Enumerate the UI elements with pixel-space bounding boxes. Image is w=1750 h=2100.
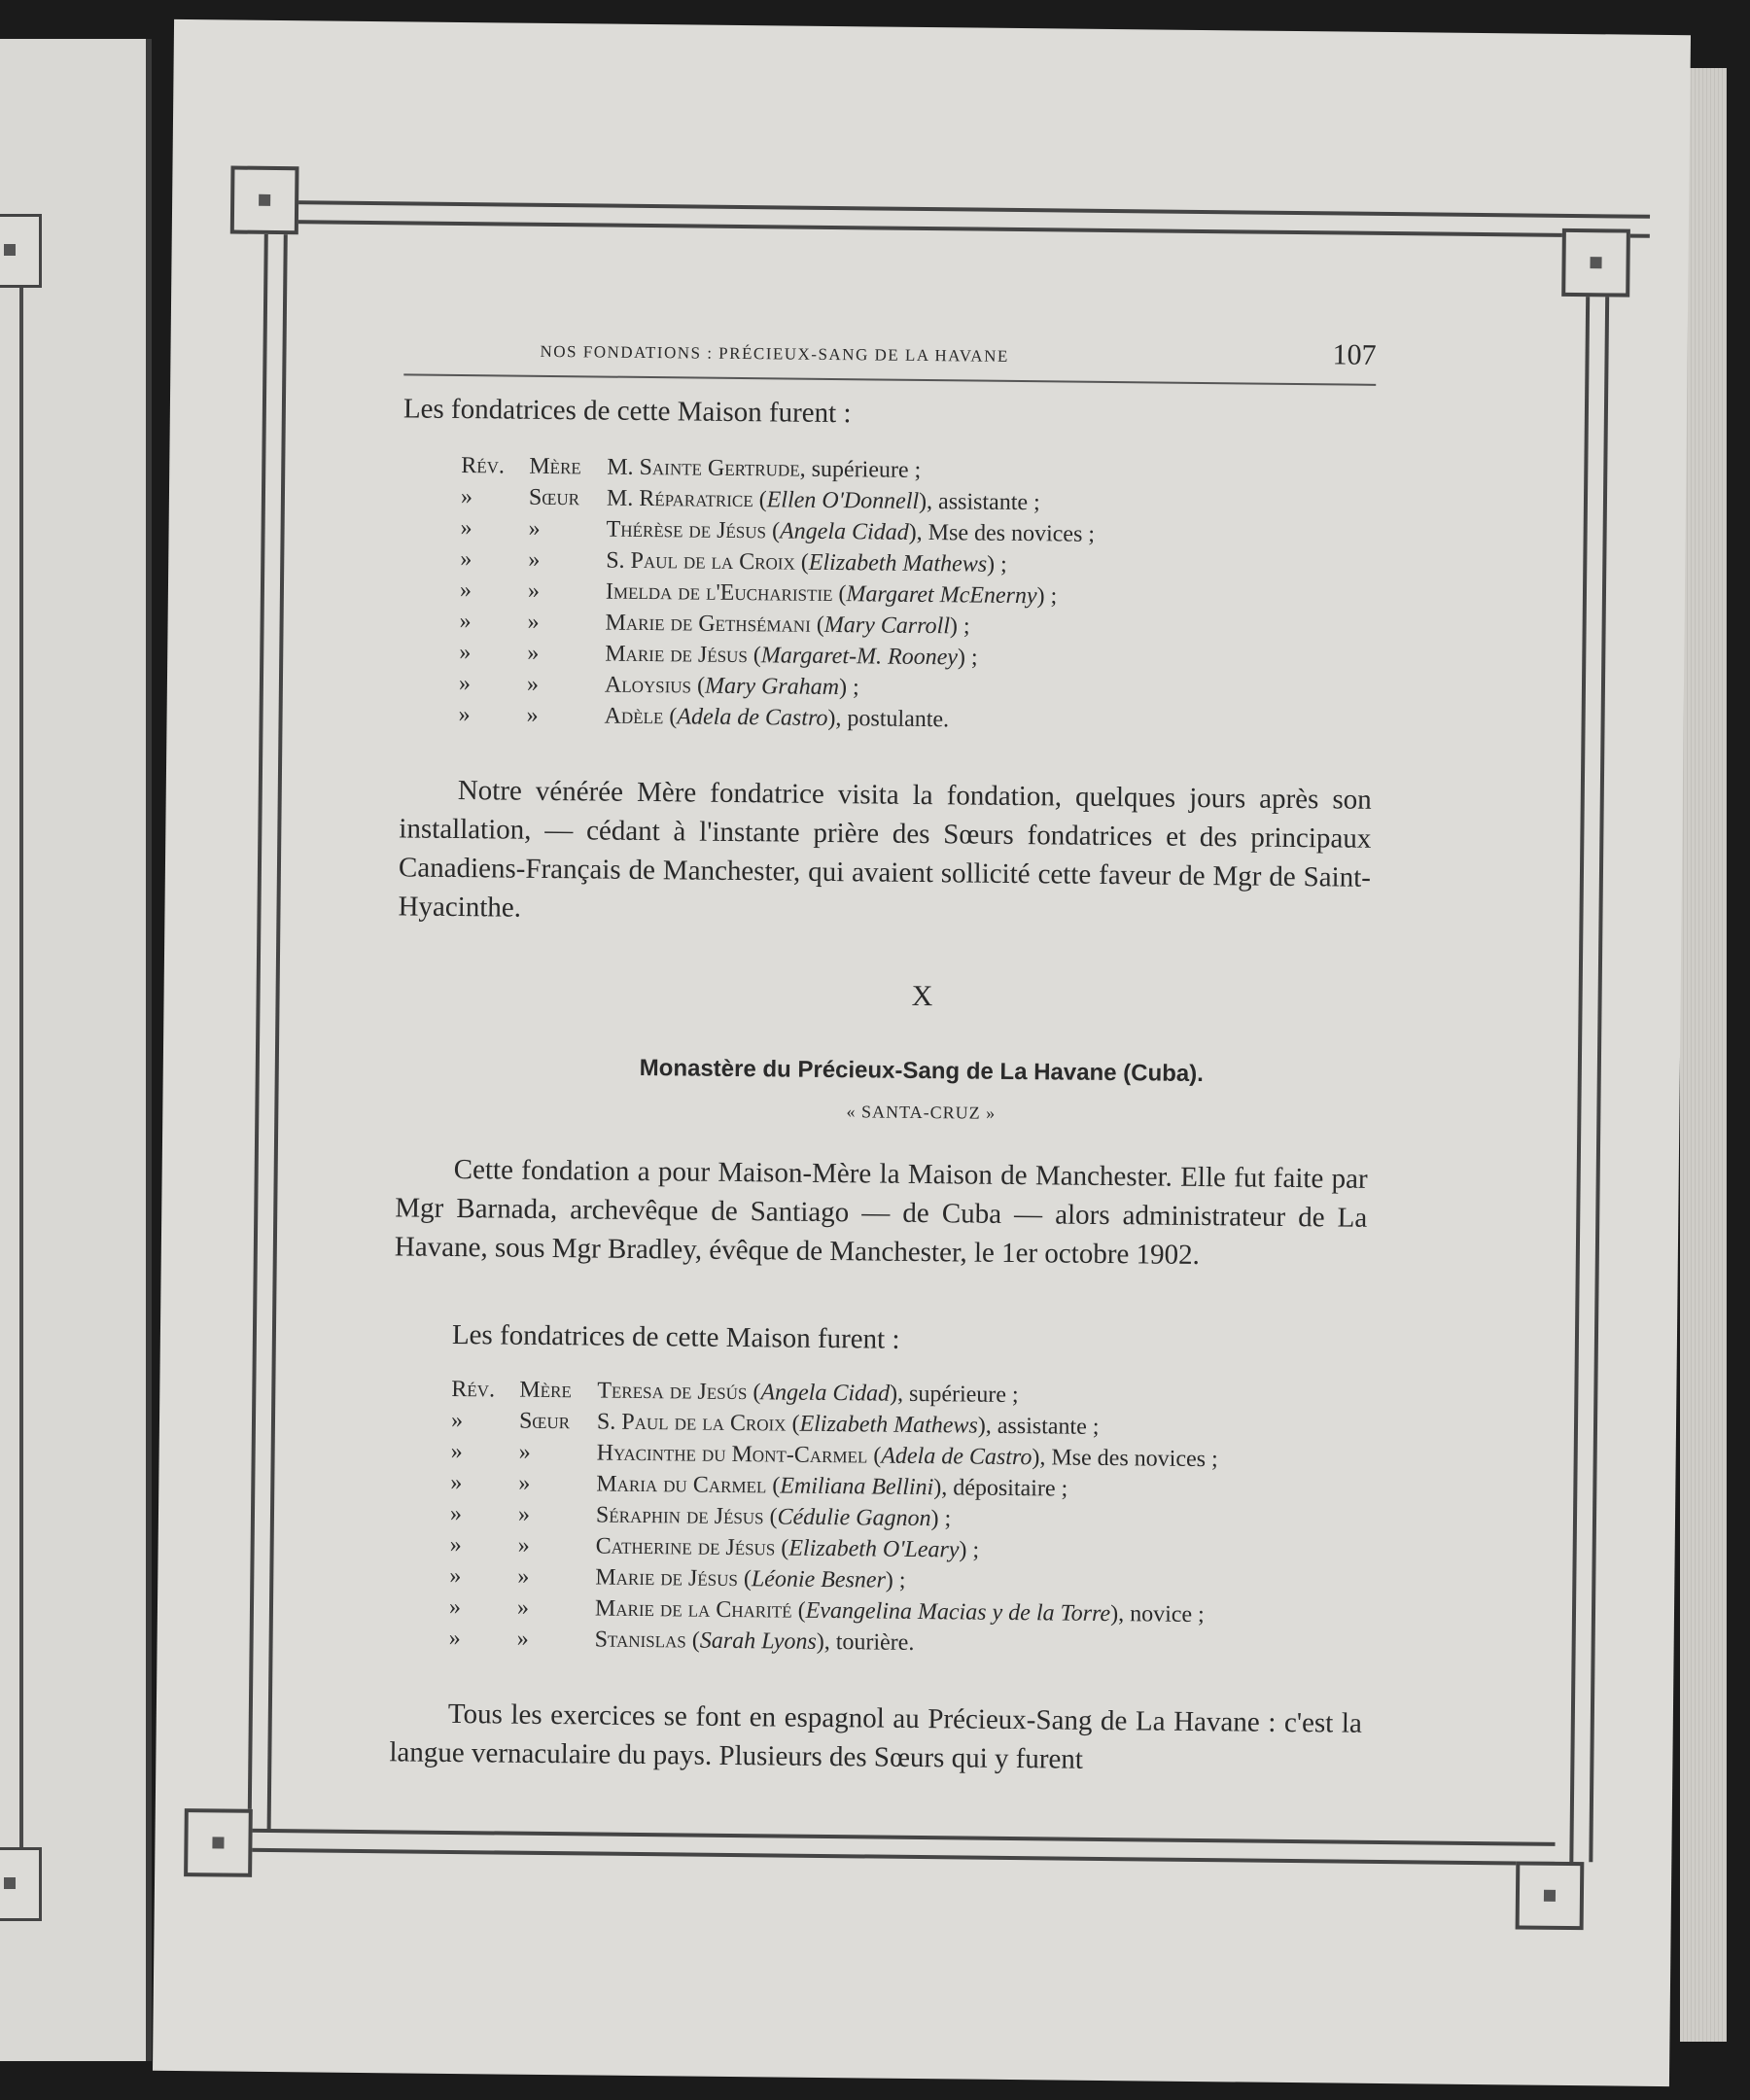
religious-name: Catherine de Jésus xyxy=(595,1533,776,1561)
role: ; xyxy=(938,1506,952,1532)
rank-column: » xyxy=(526,702,539,728)
role: , supérieure ; xyxy=(896,1381,1019,1409)
role: ; xyxy=(994,551,1007,578)
lay-name: Emiliana Bellini xyxy=(780,1473,934,1501)
lay-name: Elizabeth O'Leary xyxy=(788,1535,960,1563)
role: , assistante ; xyxy=(926,489,1040,516)
religious-name: M. Réparatrice xyxy=(606,485,753,513)
frame-top-bar xyxy=(269,200,1650,238)
founder-entry: » » Aloysius (Mary Graham) ; xyxy=(459,668,1392,709)
role: ; xyxy=(1044,583,1058,610)
rank-column: » xyxy=(526,671,540,697)
page-number: 107 xyxy=(1332,338,1377,371)
religious-name: Marie de Gethsémani xyxy=(605,610,811,638)
founder-entry: » » Stanislas (Sarah Lyons), tourière. xyxy=(449,1623,1382,1663)
title-column: » xyxy=(460,546,472,573)
religious-name: Adèle xyxy=(604,703,664,730)
running-head: NOS FONDATIONS : PRÉCIEUX-SANG DE LA HAVANE xyxy=(540,341,1009,366)
religious-name: Imelda de l'Eucharistie xyxy=(605,578,833,608)
religious-name: S. Paul de la Croix xyxy=(596,1409,787,1437)
rank-column: » xyxy=(527,578,541,604)
title-column: Rév. xyxy=(451,1376,496,1403)
rank-column: » xyxy=(517,1501,531,1527)
left-page-corner-ornament xyxy=(0,214,42,288)
founder-entry: » » Marie de Gethsémani (Mary Carroll) ; xyxy=(459,606,1392,647)
role: , Mse des novices ; xyxy=(1039,1445,1218,1473)
religious-name: Maria du Carmel xyxy=(596,1471,767,1499)
title-column: » xyxy=(458,701,471,728)
rank-column: » xyxy=(517,1532,530,1558)
rank-column: » xyxy=(527,640,540,666)
founder-entry: » Sœur M. Réparatrice (Ellen O'Donnell), assistante ; xyxy=(461,481,1394,522)
religious-name: Marie de Jésus xyxy=(595,1564,739,1592)
section-title: Monastère du Précieux-Sang de La Havane (Cuba). xyxy=(639,1054,1205,1088)
rank-column: Sœur xyxy=(518,1408,571,1435)
previous-page-edge xyxy=(0,39,152,2061)
founder-entry: » » Hyacinthe du Mont-Carmel (Adela de Castro), Mse des novices ; xyxy=(451,1436,1384,1477)
lay-name: Elizabeth Mathews xyxy=(808,549,988,578)
frame-bottom-bar xyxy=(213,1828,1555,1865)
role: , assistante ; xyxy=(985,1413,1100,1440)
lay-name: Mary Carroll xyxy=(823,612,951,640)
title-column: » xyxy=(459,608,472,635)
founder-entry: » » Adèle (Adela de Castro), postulante. xyxy=(458,699,1391,740)
title-column: » xyxy=(449,1562,462,1590)
role: ; xyxy=(892,1567,906,1593)
section-subtitle: « SANTA-CRUZ » xyxy=(846,1102,997,1123)
role: , Mse des novices ; xyxy=(916,519,1096,547)
lay-name: Adela de Castro xyxy=(881,1443,1032,1471)
lay-name: Angela Cidad xyxy=(779,518,909,545)
role: , supérieure ; xyxy=(799,456,922,483)
lay-name: Cédulie Gagnon xyxy=(777,1504,931,1532)
frame-corner-ornament xyxy=(230,166,299,235)
founder-entry: Rév. Mère Teresa de Jesús (Angela Cidad), supérieure ; xyxy=(451,1374,1384,1415)
founder-entry: » » S. Paul de la Croix (Elizabeth Mathews) ; xyxy=(460,543,1393,584)
page-header xyxy=(403,325,1376,385)
founder-entry: » » Thérèse de Jésus (Angela Cidad), Mse des novices ; xyxy=(460,512,1393,553)
role: ; xyxy=(966,1537,980,1563)
role: , dépositaire ; xyxy=(941,1475,1068,1502)
religious-name: M. Sainte Gertrude xyxy=(607,454,800,482)
lay-name: Angela Cidad xyxy=(760,1380,891,1407)
role: , tourière. xyxy=(823,1628,915,1656)
lay-name: Léonie Besner xyxy=(751,1566,886,1593)
rank-column: » xyxy=(528,515,541,542)
founder-entry: » » Imelda de l'Eucharistie (Margaret McEnerny) ; xyxy=(460,575,1393,615)
lay-name: Sarah Lyons xyxy=(699,1628,817,1655)
title-column: » xyxy=(459,578,472,604)
founder-entry: » » Marie de la Charité (Evangelina Macias y de la Torre), novice ; xyxy=(449,1592,1382,1632)
title-column: » xyxy=(450,1407,464,1434)
rank-column: Sœur xyxy=(528,484,580,511)
rank-column: » xyxy=(516,1594,530,1621)
intro-paragraph: Les fondatrices de cette Maison furent : xyxy=(402,393,852,430)
left-page-frame xyxy=(0,224,23,1896)
rank-column: » xyxy=(517,1563,530,1590)
title-column: Rév. xyxy=(461,453,506,479)
role: ; xyxy=(957,613,970,640)
lay-name: Mary Graham xyxy=(704,673,840,701)
title-column: » xyxy=(458,670,472,697)
section-number: X xyxy=(911,979,933,1013)
religious-name: Teresa de Jesús xyxy=(597,1378,748,1406)
role: , postulante. xyxy=(835,706,950,733)
lay-name: Margaret McEnerny xyxy=(846,581,1037,610)
religious-name: Thérèse de Jésus xyxy=(606,516,767,544)
book-page xyxy=(153,19,1691,2086)
title-column: » xyxy=(459,639,472,666)
founders-list-havana xyxy=(449,1374,1385,1663)
lay-name: Evangelina Macias y de la Torre xyxy=(805,1597,1111,1628)
religious-name: Stanislas xyxy=(594,1627,686,1654)
religious-name: Aloysius xyxy=(604,672,692,699)
title-column: » xyxy=(449,1500,463,1527)
religious-name: Marie de Jésus xyxy=(605,641,748,669)
founder-entry: » » Séraphin de Jésus (Cédulie Gagnon) ; xyxy=(450,1498,1383,1539)
title-column: » xyxy=(460,484,473,510)
title-column: » xyxy=(450,1469,463,1496)
title-column: » xyxy=(448,1625,461,1652)
rank-column: » xyxy=(528,546,541,573)
title-column: » xyxy=(450,1438,463,1465)
religious-name: Hyacinthe du Mont-Carmel xyxy=(596,1440,868,1469)
lay-name: Ellen O'Donnell xyxy=(766,487,920,514)
founder-entry: » » Marie de Jésus (Léonie Besner) ; xyxy=(449,1560,1382,1601)
title-column: » xyxy=(449,1531,462,1558)
lay-name: Elizabeth Mathews xyxy=(799,1411,978,1439)
title-column: » xyxy=(460,515,472,542)
rank-column: » xyxy=(527,609,540,635)
founder-entry: » » Marie de Jésus (Margaret-M. Rooney) ; xyxy=(459,637,1392,678)
founder-entry: » Sœur S. Paul de la Croix (Elizabeth Mathews), assistante ; xyxy=(451,1405,1384,1446)
founders-list-manchester xyxy=(458,450,1394,740)
rank-column: Mère xyxy=(529,453,581,480)
lay-name: Margaret-M. Rooney xyxy=(760,643,959,671)
body-paragraph: Tous les exercices se font en espagnol au Précieux-Sang de La Havane : c'est la langue vernaculaire du pays. Plusieurs des Sœurs qui y furent xyxy=(389,1698,1362,1775)
rank-column: » xyxy=(516,1626,529,1652)
rank-column: » xyxy=(518,1439,531,1465)
frame-left-bar xyxy=(248,234,288,1829)
body-paragraph: Cette fondation a pour Maison-Mère la Maison de Manchester. Elle fut faite par Mgr Barnada, archevêque de Santiago — de Cuba — alors administrateur de La Havane, sous Mgr Bradley, évêque de Manchester, le 1er octobre 1902. xyxy=(394,1153,1368,1272)
role: ; xyxy=(846,675,859,701)
frame-corner-ornament xyxy=(184,1808,253,1877)
frame-right-bar xyxy=(1569,238,1609,1862)
title-column: » xyxy=(448,1593,462,1621)
left-page-corner-ornament xyxy=(0,1847,42,1921)
frame-corner-ornament xyxy=(1561,228,1630,298)
frame-corner-ornament xyxy=(1516,1861,1585,1930)
rank-column: Mère xyxy=(519,1377,572,1404)
religious-name: Marie de la Charité xyxy=(594,1595,792,1624)
role: ; xyxy=(964,645,978,671)
rank-column: » xyxy=(518,1470,531,1496)
intro-paragraph: Les fondatrices de cette Maison furent : xyxy=(451,1318,900,1355)
role: , novice ; xyxy=(1118,1601,1205,1628)
founder-entry: » » Maria du Carmel (Emiliana Bellini), dépositaire ; xyxy=(450,1467,1383,1508)
religious-name: Séraphin de Jésus xyxy=(595,1502,764,1530)
lay-name: Adela de Castro xyxy=(677,704,828,731)
body-paragraph: Notre vénérée Mère fondatrice visita la fondation, quelques jours après son installation, — cédant à l'instante prière des Sœurs fondatrices et des principaux Canadiens-Français de Manchester, qui avaient sollicité cette faveur de Mgr de Saint-Hyacinthe. xyxy=(398,774,1372,924)
religious-name: S. Paul de la Croix xyxy=(606,547,795,576)
founder-entry: » » Catherine de Jésus (Elizabeth O'Leary) ; xyxy=(450,1529,1383,1570)
